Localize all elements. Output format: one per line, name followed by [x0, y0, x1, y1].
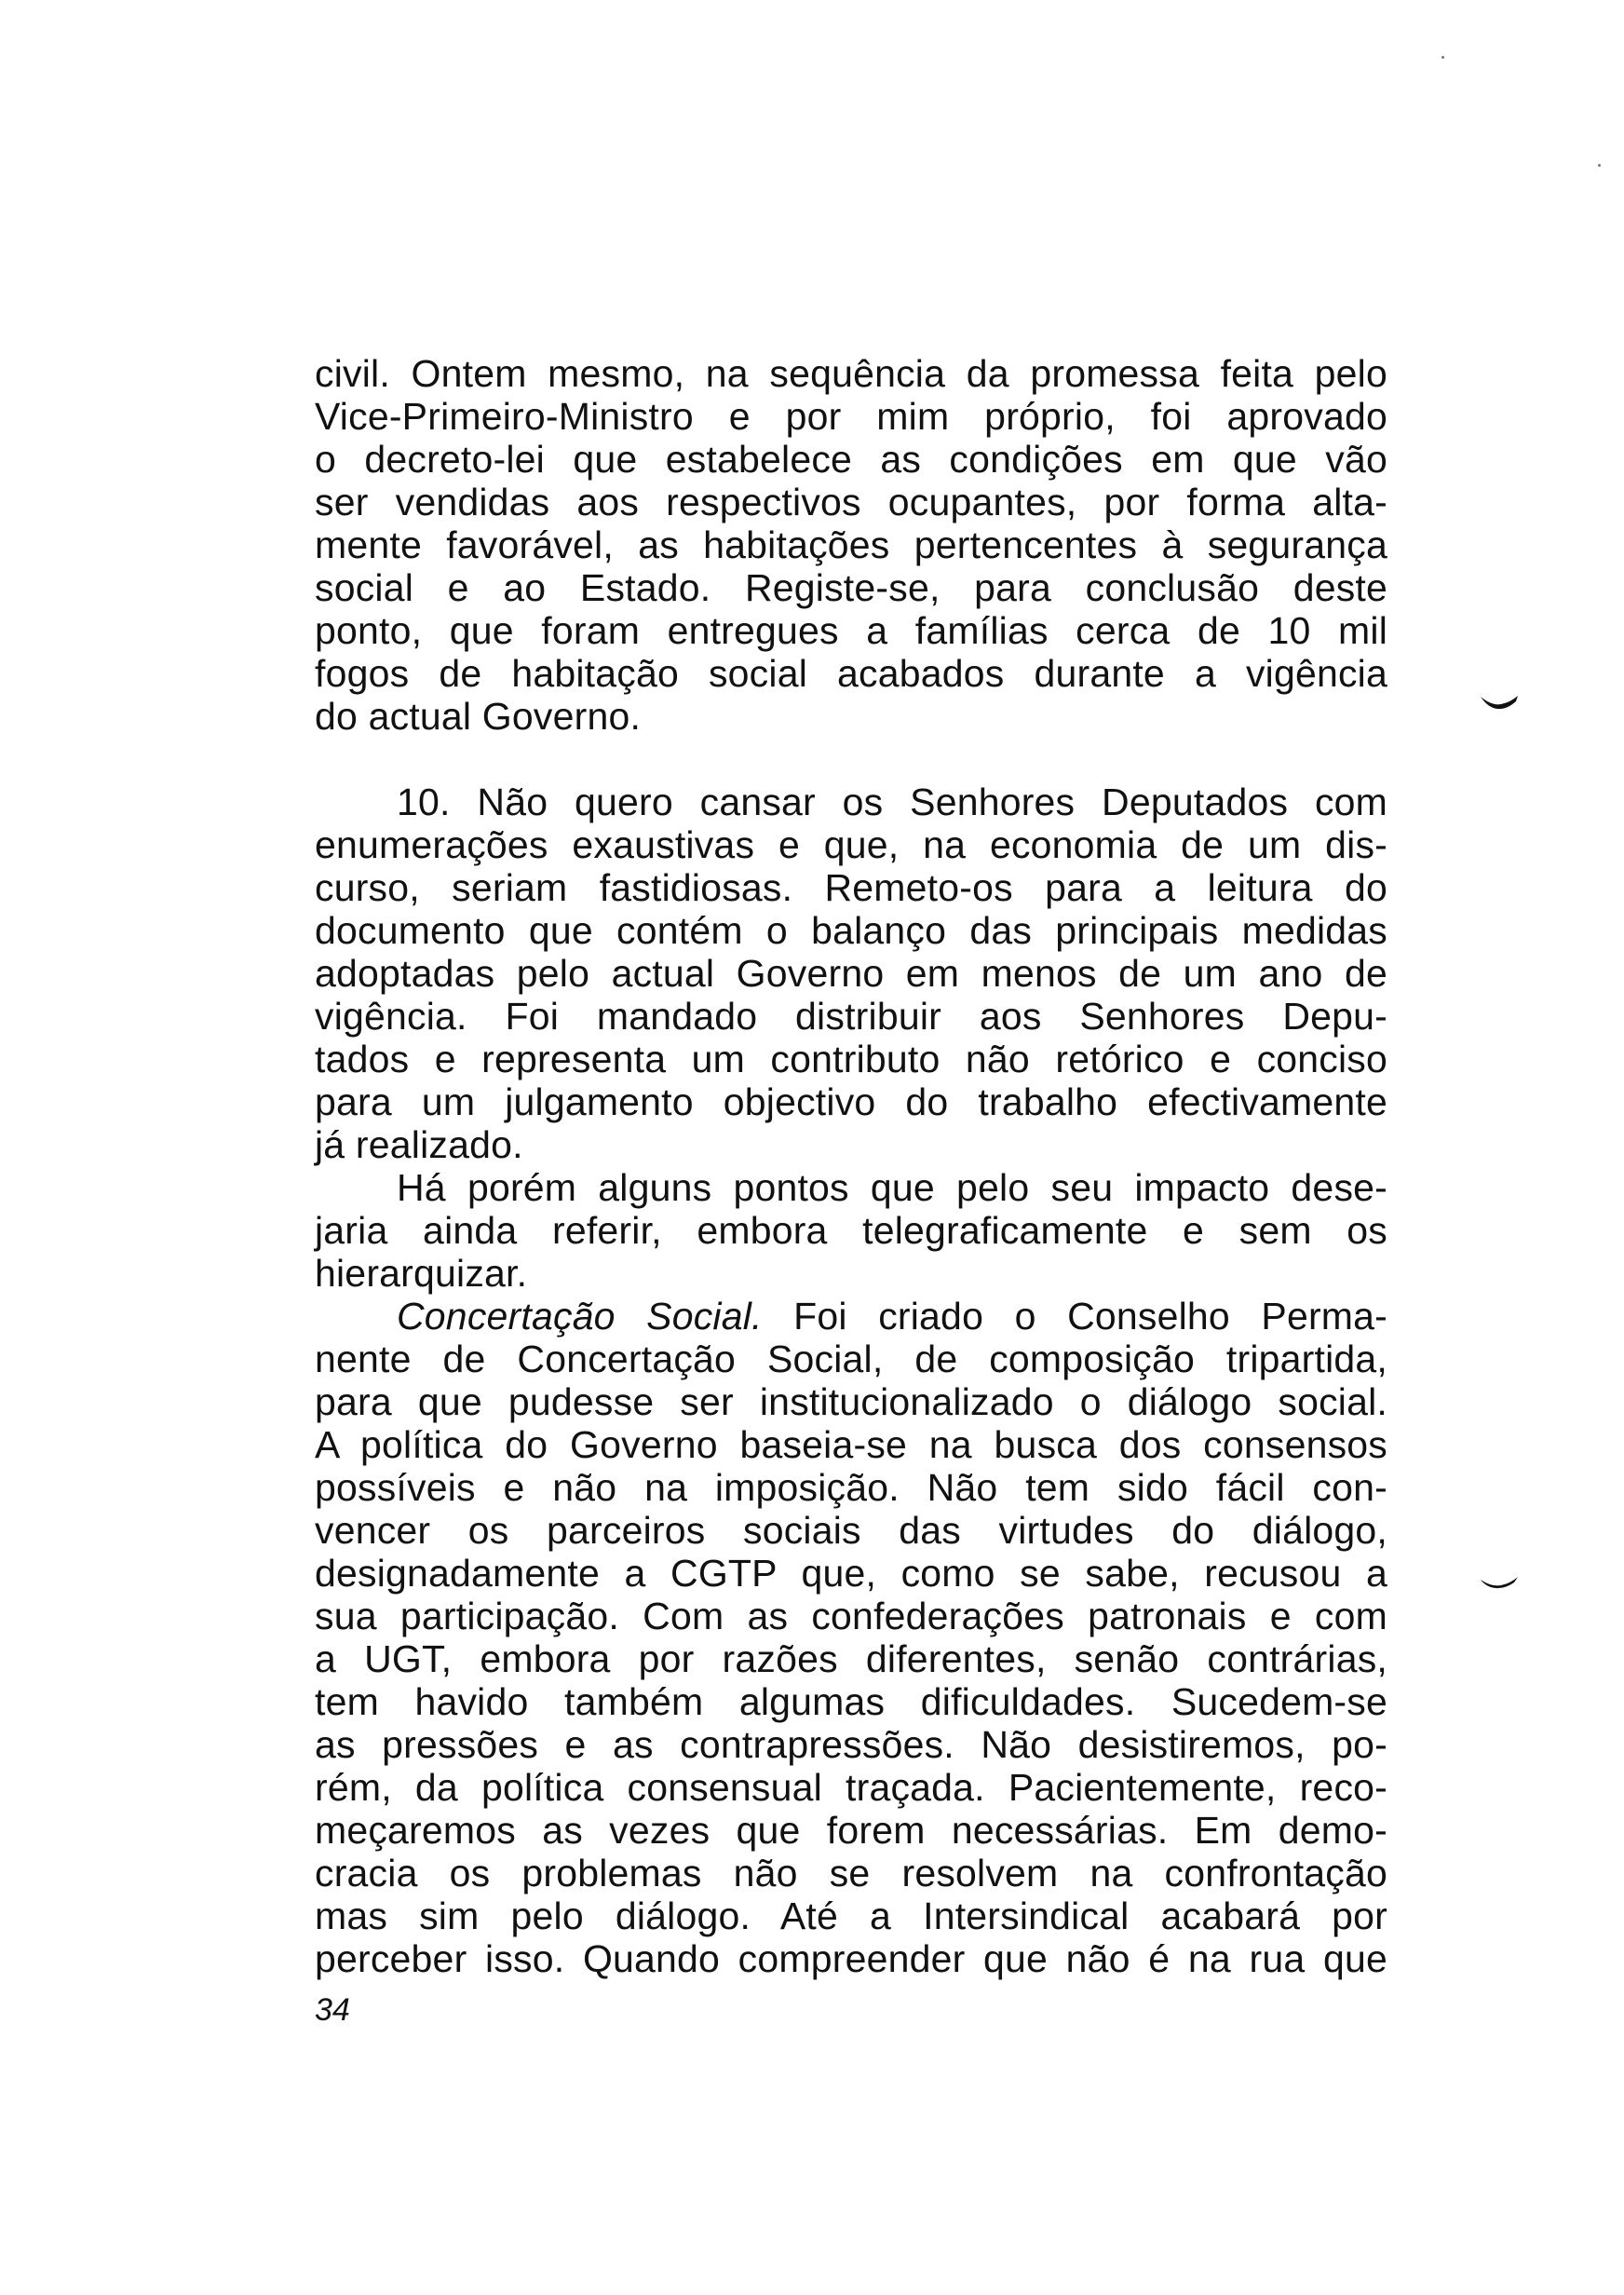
- text-line: mente favorável, as habitações pertencentes à segurança: [315, 523, 1387, 566]
- paragraph-4: [315, 1295, 1387, 1980]
- text-line: documento que contém o balanço das principais medidas: [315, 909, 1387, 952]
- text-line: cracia os problemas não se resolvem na confrontação: [315, 1852, 1387, 1894]
- text-line: enumerações exaustivas e que, na economia de um dis-: [315, 823, 1387, 866]
- text-line: vencer os parceiros sociais das virtudes do diálogo,: [315, 1509, 1387, 1552]
- text-line: a UGT, embora por razões diferentes, senão contrárias,: [315, 1637, 1387, 1680]
- section-heading-inline: Concertação Social.: [397, 1295, 763, 1338]
- text-line: civil. Ontem mesmo, na sequência da promessa feita pelo: [315, 352, 1387, 395]
- paragraph-3: [315, 1166, 1387, 1295]
- text-line: social e ao Estado. Registe-se, para conclusão deste: [315, 566, 1387, 609]
- paragraph-2: [315, 781, 1387, 1166]
- text-line: do actual Governo.: [315, 695, 642, 738]
- text-line: nente de Concertação Social, de composição tripartida,: [315, 1338, 1387, 1380]
- text-line: meçaremos as vezes que forem necessárias. Em demo-: [315, 1809, 1387, 1852]
- text-line: hierarquizar.: [315, 1252, 528, 1295]
- text-line: perceber isso. Quando compreender que não é na rua que: [315, 1937, 1387, 1980]
- text-line: para que pudesse ser institucionalizado o diálogo social.: [315, 1380, 1387, 1423]
- page-number: 34: [315, 1992, 350, 2028]
- text-line: jaria ainda referir, embora telegraficamente e sem os: [315, 1209, 1387, 1252]
- text-line: rém, da política consensual traçada. Pacientemente, reco-: [315, 1766, 1387, 1809]
- checkmark-icon: [1479, 693, 1520, 712]
- text-line: tem havido também algumas dificuldades. Sucedem-se: [315, 1680, 1387, 1723]
- text-line: o decreto-lei que estabelece as condições em que vão: [315, 438, 1387, 481]
- body-text: [315, 352, 1387, 1980]
- text-line: sua participação. Com as confederações patronais e com: [315, 1595, 1387, 1637]
- checkmark-icon: [1479, 1574, 1520, 1593]
- text-line: ser vendidas aos respectivos ocupantes, por forma alta-: [315, 481, 1387, 523]
- text-line: para um julgamento objectivo do trabalho efectivamente: [315, 1080, 1387, 1123]
- text-line: 10. Não quero cansar os Senhores Deputados com: [397, 781, 1387, 823]
- text-line: Há porém alguns pontos que pelo seu impacto dese-: [397, 1166, 1387, 1209]
- text-line: curso, seriam fastidiosas. Remeto-os para a leitura do: [315, 866, 1387, 909]
- text-line: adoptadas pelo actual Governo em menos de um ano de: [315, 952, 1387, 995]
- text-line: A política do Governo baseia-se na busca dos consensos: [315, 1423, 1387, 1466]
- text-line: designadamente a CGTP que, como se sabe, recusou a: [315, 1552, 1387, 1595]
- text-fragment: Foi criado o Conselho Perma-: [762, 1295, 1388, 1338]
- text-line: vigência. Foi mandado distribuir aos Senhores Depu-: [315, 995, 1387, 1038]
- text-line: já realizado.: [315, 1123, 523, 1166]
- text-line: as pressões e as contrapressões. Não desistiremos, po-: [315, 1723, 1387, 1766]
- text-line: tados e representa um contributo não retórico e conciso: [315, 1038, 1387, 1080]
- text-line: [315, 1295, 1387, 1338]
- paragraph-gap: [315, 738, 1387, 781]
- scan-speck: [1441, 56, 1444, 59]
- scan-speck: [1598, 164, 1601, 167]
- paragraph-1: [315, 352, 1387, 738]
- text-line: fogos de habitação social acabados durante a vigência: [315, 652, 1387, 695]
- text-line: ponto, que foram entregues a famílias cerca de 10 mil: [315, 609, 1387, 652]
- text-line: mas sim pelo diálogo. Até a Intersindical acabará por: [315, 1894, 1387, 1937]
- text-line: possíveis e não na imposição. Não tem sido fácil con-: [315, 1466, 1387, 1509]
- text-line: Vice-Primeiro-Ministro e por mim próprio, foi aprovado: [315, 395, 1387, 438]
